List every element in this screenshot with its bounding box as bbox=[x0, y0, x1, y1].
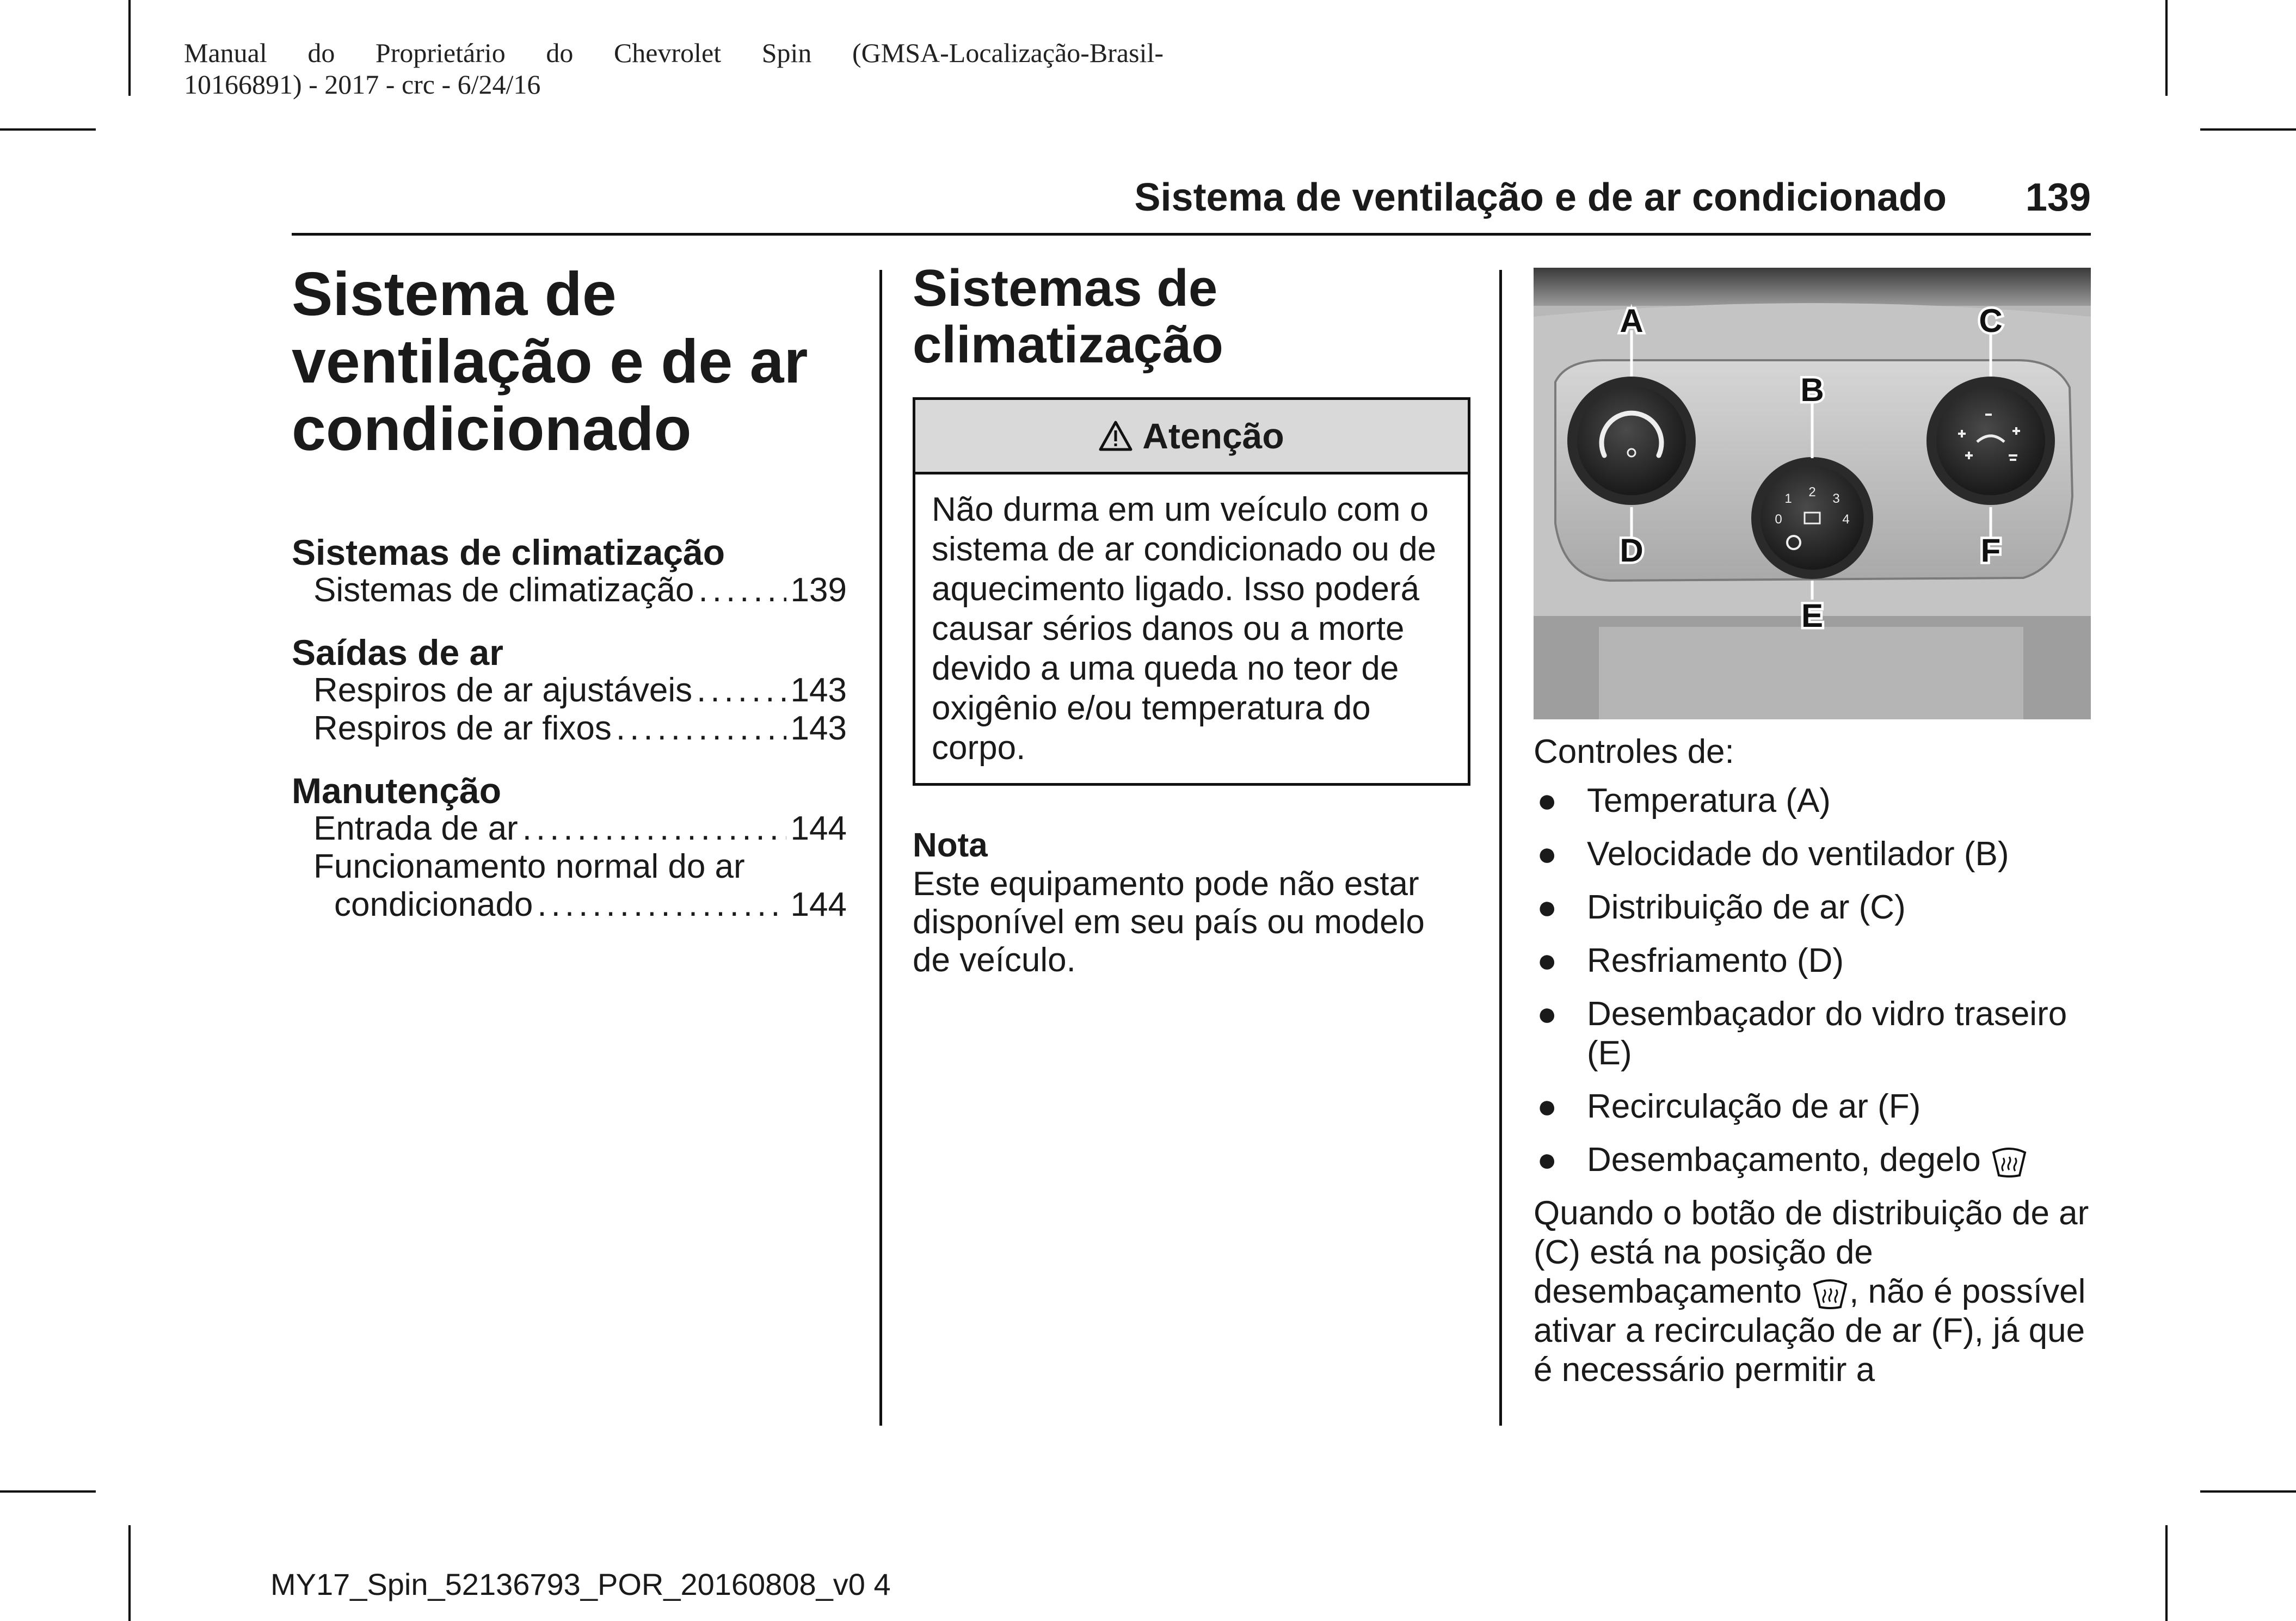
toc-entry-page: 143 bbox=[790, 710, 847, 747]
toc-entry[interactable] bbox=[292, 571, 847, 609]
warning-box bbox=[913, 397, 1470, 786]
list-item-text: Velocidade do ventilador (B) bbox=[1587, 835, 2009, 873]
list-item bbox=[1534, 888, 2091, 927]
bullet-icon: ● bbox=[1537, 942, 1558, 979]
list-item-text: Recirculação de ar (F) bbox=[1587, 1088, 1921, 1125]
fan-speed-digit: 0 bbox=[1775, 512, 1782, 527]
toc-group bbox=[292, 533, 847, 609]
note-body: Este equipamento pode não estar disponível em seu país ou modelo de veículo. bbox=[913, 865, 1425, 979]
toc-section[interactable]: Sistemas de climatização bbox=[292, 532, 725, 572]
toc-entry-page: 139 bbox=[790, 571, 847, 609]
list-item-text: Temperatura (A) bbox=[1587, 782, 1831, 819]
chapter-column bbox=[292, 260, 847, 948]
toc-section[interactable]: Manutenção bbox=[292, 771, 502, 811]
paragraph-text: , não é possível ativar a recirculação de ar (F), já que é necessário permitir a bbox=[1534, 1273, 2086, 1389]
crop-mark bbox=[128, 0, 131, 96]
leader-dots bbox=[697, 671, 786, 710]
list-item-text: Desembaçamento, degelo bbox=[1587, 1141, 1981, 1179]
toc-entry[interactable] bbox=[292, 671, 847, 710]
crop-mark bbox=[2200, 1490, 2296, 1493]
toc-entry-text: Entrada de ar bbox=[313, 810, 518, 847]
warning-body: Não durma em um veículo com o sistema de ar condicionado ou de aquecimento ligado. Isso poderá causar sérios danos ou a morte devido a uma queda no teor de oxigênio e/ou temperatura do corpo. bbox=[932, 491, 1437, 767]
list-item bbox=[1534, 1141, 2091, 1180]
toc-entry-text: Funcionamento normal do ar bbox=[313, 848, 745, 885]
climate-control-panel-photo bbox=[1534, 268, 2091, 719]
meta-word: Proprietário bbox=[375, 38, 506, 68]
table-of-contents bbox=[292, 533, 847, 924]
figure-caption: Controles de: bbox=[1534, 733, 1734, 771]
paragraph-text: Quando o botão de distribuição de ar (C) está na posição de desembaçamento bbox=[1534, 1194, 2089, 1310]
list-item-text: Desembaçador do vidro traseiro (E) bbox=[1587, 995, 2067, 1072]
section-column bbox=[913, 260, 1470, 979]
toc-section[interactable]: Saídas de ar bbox=[292, 632, 503, 673]
callout-label: F bbox=[1980, 532, 2001, 569]
callout-label: A bbox=[1620, 303, 1643, 339]
toc-entry-page: 144 bbox=[790, 886, 847, 923]
print-metadata bbox=[184, 37, 1164, 100]
column-divider bbox=[879, 270, 882, 1426]
callout-label: C bbox=[1979, 303, 2003, 339]
list-item-text: Resfriamento (D) bbox=[1587, 942, 1844, 979]
bullet-icon: ● bbox=[1537, 835, 1558, 873]
toc-entry[interactable] bbox=[292, 848, 847, 886]
list-item bbox=[1534, 835, 2091, 874]
toc-group bbox=[292, 772, 847, 924]
bullet-icon: ● bbox=[1537, 1088, 1558, 1125]
meta-word: Manual bbox=[184, 38, 267, 68]
toc-entry-text: Respiros de ar ajustáveis bbox=[313, 671, 693, 709]
crop-mark bbox=[0, 1490, 96, 1493]
toc-entry-text: Sistemas de climatização bbox=[313, 571, 694, 609]
warning-triangle-icon bbox=[1099, 421, 1132, 451]
crop-mark bbox=[2200, 128, 2296, 131]
column-divider bbox=[1499, 270, 1502, 1426]
crop-mark bbox=[2165, 1525, 2168, 1621]
windshield-defrost-icon bbox=[1811, 1277, 1849, 1311]
meta-word: (GMSA-Localização-Brasil- bbox=[852, 38, 1164, 68]
running-header bbox=[292, 173, 2091, 236]
bullet-icon: ● bbox=[1537, 1141, 1558, 1179]
bullet-icon: ● bbox=[1537, 995, 1558, 1033]
fan-speed-digit: 4 bbox=[1842, 512, 1850, 527]
controls-column bbox=[1534, 268, 2091, 1390]
fan-speed-digit: 3 bbox=[1832, 491, 1840, 506]
fan-speed-digit: 2 bbox=[1808, 485, 1816, 500]
crop-mark bbox=[2165, 0, 2168, 96]
list-item bbox=[1534, 941, 2091, 981]
controls-list bbox=[1534, 781, 2091, 1180]
list-item bbox=[1534, 1087, 2091, 1126]
meta-word: Spin bbox=[761, 38, 812, 68]
leader-dots bbox=[522, 810, 786, 848]
meta-word: Chevrolet bbox=[613, 38, 722, 68]
meta-word: do bbox=[546, 38, 574, 68]
leader-dots bbox=[537, 886, 786, 924]
callout-label: D bbox=[1620, 532, 1643, 569]
crop-mark bbox=[128, 1525, 131, 1621]
crop-mark bbox=[0, 128, 96, 131]
toc-entry-continued[interactable] bbox=[292, 886, 847, 924]
bullet-icon: ● bbox=[1537, 889, 1558, 926]
leader-dots bbox=[699, 571, 786, 609]
running-header-title: Sistema de ventilação e de ar condicionado bbox=[1134, 176, 1947, 219]
toc-entry[interactable] bbox=[292, 810, 847, 848]
meta-word: do bbox=[307, 38, 335, 68]
print-footer: MY17_Spin_52136793_POR_20160808_v0 4 bbox=[270, 1567, 891, 1601]
bullet-icon: ● bbox=[1537, 782, 1558, 819]
list-item bbox=[1534, 995, 2091, 1073]
callout-label: B bbox=[1800, 372, 1824, 408]
page-number: 139 bbox=[2025, 176, 2091, 219]
toc-entry-text: condicionado bbox=[334, 886, 533, 923]
windshield-defrost-icon bbox=[1990, 1145, 2028, 1180]
toc-group bbox=[292, 633, 847, 748]
note bbox=[913, 826, 1470, 979]
toc-entry[interactable] bbox=[292, 710, 847, 748]
list-item bbox=[1534, 781, 2091, 821]
warning-header bbox=[915, 400, 1468, 474]
note-heading: Nota bbox=[913, 827, 988, 864]
chapter-title: Sistema de ventilação e de ar condicionado bbox=[292, 260, 808, 463]
warning-label: Atenção bbox=[1142, 416, 1284, 456]
fan-speed-digit: 1 bbox=[1784, 491, 1792, 506]
callout-label: E bbox=[1801, 597, 1824, 634]
list-item-text: Distribuição de ar (C) bbox=[1587, 889, 1906, 926]
meta-line2: 10166891) - 2017 - crc - 6/24/16 bbox=[184, 69, 541, 100]
toc-entry-page: 143 bbox=[790, 671, 847, 709]
leader-dots bbox=[616, 710, 786, 748]
section-title: Sistemas de climatização bbox=[913, 259, 1223, 374]
distribution-paragraph bbox=[1534, 1194, 2091, 1390]
toc-entry-text: Respiros de ar fixos bbox=[313, 710, 612, 747]
toc-entry-page: 144 bbox=[790, 810, 847, 847]
